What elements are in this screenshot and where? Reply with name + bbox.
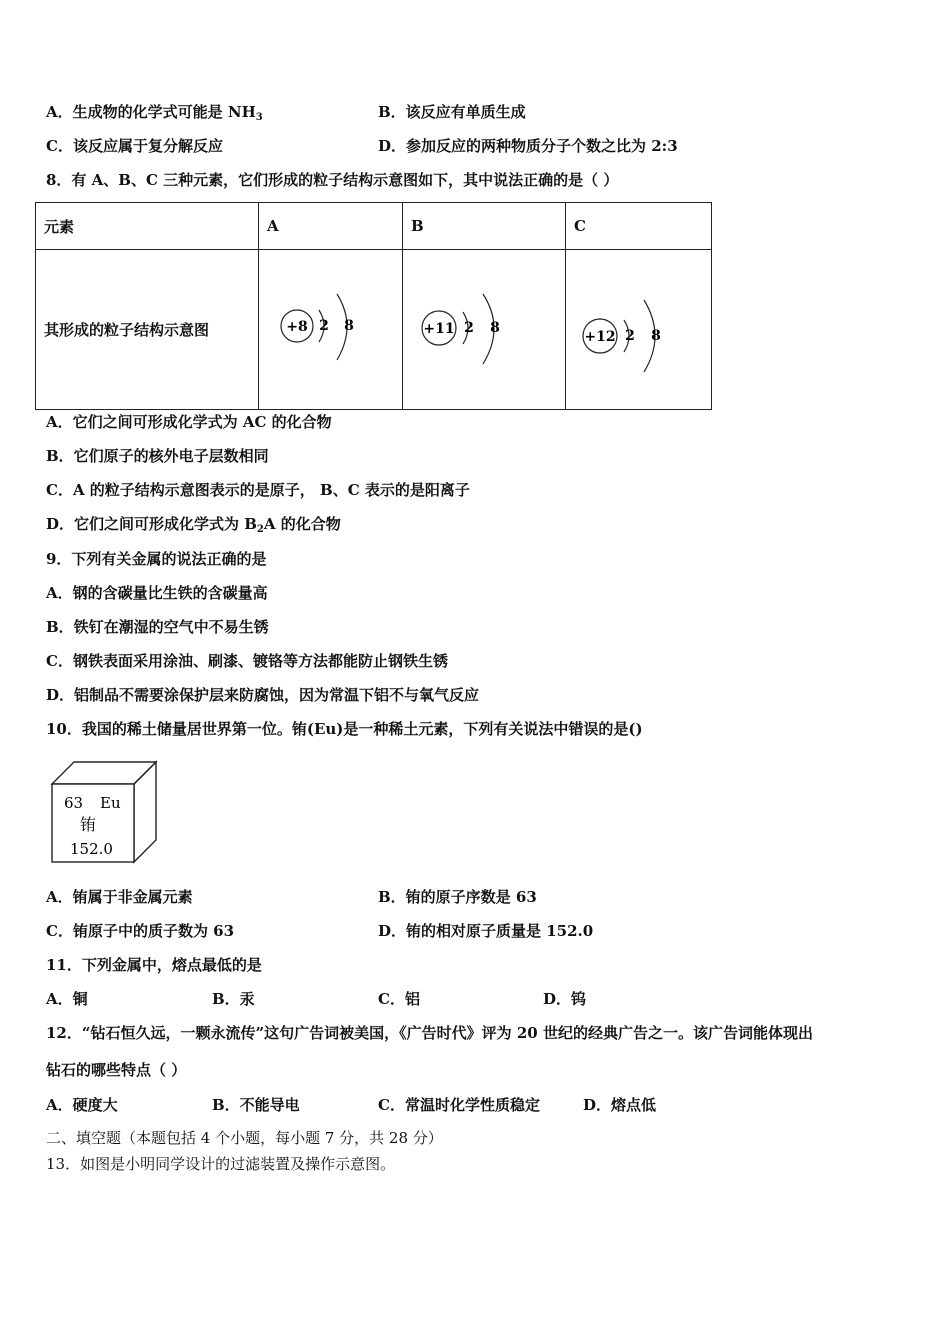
q8-row-label: 其形成的粒子结构示意图 <box>36 250 259 410</box>
q11-option-d: D．钨 <box>543 990 587 1008</box>
shell1-b: 2 <box>464 319 474 336</box>
q7-option-c: C．该反应属于复分解反应 <box>46 137 223 155</box>
element-atomic-number: 63 <box>64 794 84 812</box>
q8-header-c: C <box>566 203 712 250</box>
q8-option-b: B．它们原子的核外电子层数相同 <box>46 447 269 465</box>
q7-option-b: B．该反应有单质生成 <box>378 103 526 121</box>
q7-option-a: A．生成物的化学式可能是 $NH_3$ <box>46 103 263 123</box>
q9-option-b: B．铁钉在潮湿的空气中不易生锈 <box>46 618 269 636</box>
element-tile-eu <box>48 758 160 864</box>
nucleus-charge-b: +11 <box>423 320 455 337</box>
q12-option-b: B．不能导电 <box>212 1096 300 1114</box>
element-mass: 152.0 <box>70 840 113 858</box>
q9-option-c: C．钢铁表面采用涂油、刷漆、镀铬等方法都能防止钢铁生锈 <box>46 652 448 670</box>
q12-stem-line2: 钻石的哪些特点（ ） <box>46 1061 187 1079</box>
q10-option-b: B．铕的原子序数是 63 <box>378 888 537 906</box>
nucleus-charge-a: +8 <box>286 318 308 335</box>
q11-option-c: C．铝 <box>378 990 420 1008</box>
q8-table <box>35 202 712 410</box>
q11-option-a: A．铜 <box>46 990 88 1008</box>
atom-diagram-b <box>411 280 531 380</box>
q9-option-a: A．钢的含碳量比生铁的含碳量高 <box>46 584 268 602</box>
q10-option-c: C．铕原子中的质子数为 63 <box>46 922 235 940</box>
q10-stem: 10．我国的稀土储量居世界第一位。铕(Eu)是一种稀土元素，下列有关说法中错误的是() <box>46 720 643 738</box>
q8-atom-c-cell <box>566 250 712 410</box>
q12-option-c: C．常温时化学性质稳定 <box>378 1096 540 1114</box>
shell1-c: 2 <box>625 327 635 344</box>
q8-table-header-row <box>36 203 712 250</box>
shell2-b: 8 <box>490 319 500 336</box>
shell2-a: 8 <box>344 317 354 334</box>
shell2-c: 8 <box>651 327 661 344</box>
q8-option-c: C．A 的粒子结构示意图表示的是原子， B、C 表示的是阳离子 <box>46 481 470 499</box>
q8-header-b: B <box>403 203 566 250</box>
q12-option-a: A．硬度大 <box>46 1096 118 1114</box>
q9-stem: 9．下列有关金属的说法正确的是 <box>46 550 267 568</box>
element-symbol: Eu <box>100 794 121 812</box>
q8-atom-b-cell <box>403 250 566 410</box>
nucleus-charge-c: +12 <box>584 328 616 345</box>
q10-option-a: A．铕属于非金属元素 <box>46 888 193 906</box>
atom-diagram-c <box>574 280 684 380</box>
q13-stem: 13．如图是小明同学设计的过滤装置及操作示意图。 <box>46 1155 396 1173</box>
q9-option-d: D．铝制品不需要涂保护层来防腐蚀，因为常温下铝不与氧气反应 <box>46 686 480 704</box>
q8-table-body-row <box>36 250 712 410</box>
q8-header-a: A <box>259 203 403 250</box>
q8-option-a: A．它们之间可形成化学式为 AC 的化合物 <box>46 413 332 431</box>
q8-header-element: 元素 <box>36 203 259 250</box>
q8-atom-a-cell <box>259 250 403 410</box>
section-heading: 二、填空题（本题包括 4 个小题，每小题 7 分，共 28 分） <box>46 1129 443 1147</box>
q12-stem-line1: 12．“钻石恒久远，一颗永流传”这句广告词被美国，《广告时代》评为 20 世纪的经典广告之一。该广告词能体现出 <box>46 1024 813 1042</box>
q11-option-b: B．汞 <box>212 990 255 1008</box>
q10-option-d: D．铕的相对原子质量是 152.0 <box>378 922 594 940</box>
q8-option-d: D．它们之间可形成化学式为 $B_2A$ 的化合物 <box>46 515 341 535</box>
element-name: 铕 <box>80 815 97 834</box>
q8-stem: 8．有 A、B、C 三种元素，它们形成的粒子结构示意图如下，其中说法正确的是（ ） <box>46 171 619 189</box>
q12-option-d: D．熔点低 <box>583 1096 657 1114</box>
shell1-a: 2 <box>319 317 329 334</box>
atom-diagram-a <box>267 280 377 380</box>
q7-option-d: D．参加反应的两种物质分子个数之比为 2:3 <box>378 137 678 155</box>
q11-stem: 11．下列金属中，熔点最低的是 <box>46 956 262 974</box>
